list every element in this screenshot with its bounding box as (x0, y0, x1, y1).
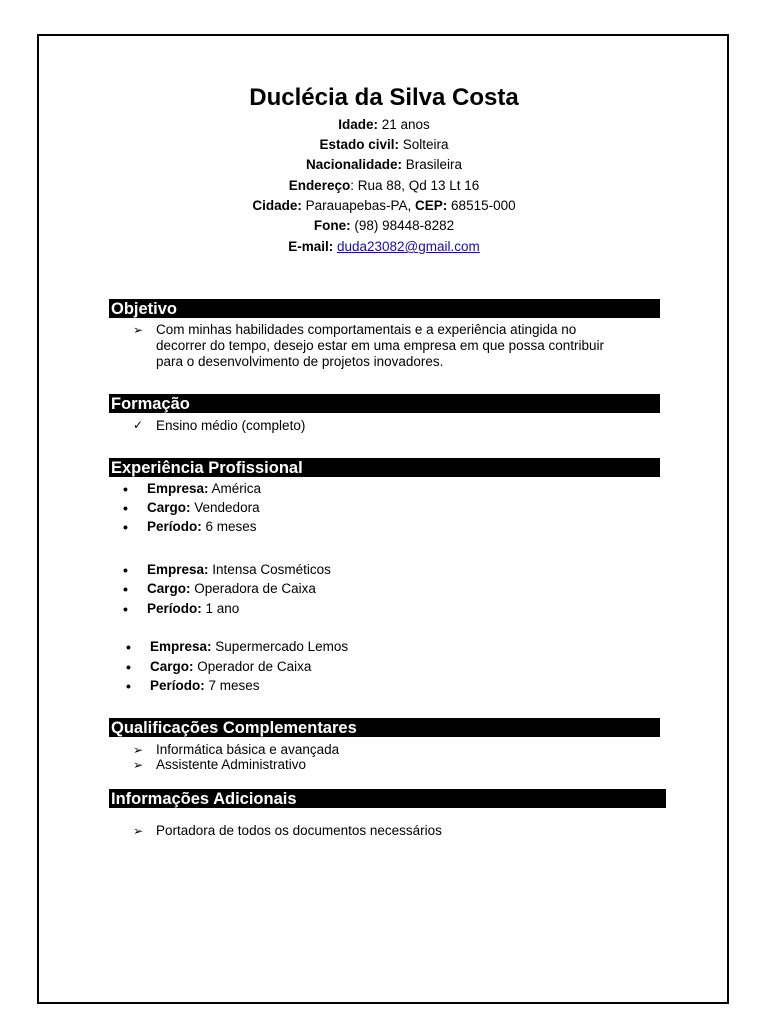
job-1-periodo (147, 519, 257, 535)
job-2-periodo (147, 601, 239, 617)
email-label: E-mail: (288, 239, 334, 254)
candidate-name: Duclécia da Silva Costa (249, 84, 519, 111)
periodo-value: 6 meses (205, 519, 257, 534)
empresa-value: Supermercado Lemos (215, 639, 349, 654)
cargo-value: Vendedora (194, 500, 260, 515)
address-value: : Rua 88, Qd 13 Lt 16 (350, 178, 480, 193)
age-value: 21 anos (381, 117, 430, 132)
section-experiencia-title: Experiência Profissional (109, 458, 660, 477)
cep-label: CEP: (415, 198, 448, 213)
job-1-empresa (147, 481, 261, 497)
job-3-periodo (150, 678, 260, 694)
empresa-label: Empresa: (150, 639, 212, 654)
cargo-label: Cargo: (147, 581, 191, 596)
address-line (0, 177, 768, 195)
empresa-value: América (211, 481, 262, 496)
bullet-dot-icon: • (123, 581, 128, 597)
job-1-cargo (147, 500, 260, 516)
adicional-item-1: Portadora de todos os documentos necessários (156, 823, 442, 838)
periodo-value: 1 ano (205, 601, 240, 616)
check-icon: ✓ (133, 418, 144, 432)
nationality-label: Nacionalidade: (305, 157, 402, 172)
arrow-bullet-icon: ➢ (133, 323, 144, 337)
bullet-dot-icon: • (123, 601, 128, 617)
email-line (0, 238, 768, 256)
objetivo-line-2: decorrer do tempo, desejo estar em uma empresa em que possa contribuir (156, 338, 604, 353)
formacao-item: Ensino médio (completo) (156, 418, 306, 433)
empresa-value: Intensa Cosméticos (212, 562, 331, 577)
job-3-cargo (150, 659, 311, 675)
section-objetivo-title: Objetivo (109, 299, 660, 318)
cep-value: 68515-000 (451, 198, 516, 213)
bullet-dot-icon: • (126, 678, 131, 694)
section-adicionais-title: Informações Adicionais (109, 789, 666, 808)
age-line (0, 116, 768, 134)
address-label: Endereço (288, 178, 351, 193)
periodo-label: Período: (147, 519, 202, 534)
arrow-bullet-icon: ➢ (133, 824, 144, 838)
city-label: Cidade: (252, 198, 302, 213)
qualificacao-item-2: Assistente Administrativo (156, 757, 307, 772)
nationality-value: Brasileira (405, 157, 463, 172)
cargo-value: Operadora de Caixa (194, 581, 316, 596)
periodo-label: Período: (150, 678, 205, 693)
cargo-label: Cargo: (150, 659, 194, 674)
bullet-dot-icon: • (123, 500, 128, 516)
city-value: Parauapebas-PA, (305, 198, 412, 213)
section-qualificacoes-title: Qualificações Complementares (109, 718, 660, 737)
bullet-dot-icon: • (123, 481, 128, 497)
phone-label: Fone: (313, 218, 351, 233)
empresa-label: Empresa: (147, 562, 209, 577)
qualificacao-item-1: Informática básica e avançada (156, 742, 340, 757)
cargo-value: Operador de Caixa (197, 659, 312, 674)
job-3-empresa (150, 639, 348, 655)
civil-status-value: Solteira (402, 137, 449, 152)
cargo-label: Cargo: (147, 500, 191, 515)
phone-line (0, 217, 768, 235)
civil-status-label: Estado civil: (319, 137, 399, 152)
periodo-value: 7 meses (208, 678, 260, 693)
job-2-cargo (147, 581, 316, 597)
nationality-line (0, 156, 768, 174)
empresa-label: Empresa: (147, 481, 209, 496)
bullet-dot-icon: • (126, 659, 131, 675)
objetivo-line-1: Com minhas habilidades comportamentais e a experiência atingida no (156, 322, 577, 337)
bullet-dot-icon: • (123, 519, 128, 535)
city-line (0, 197, 768, 215)
section-formacao-title: Formação (109, 394, 660, 413)
phone-value: (98) 98448-8282 (354, 218, 455, 233)
arrow-bullet-icon: ➢ (133, 758, 144, 772)
age-label: Idade: (338, 117, 378, 132)
job-2-empresa (147, 562, 331, 578)
objetivo-line-3: para o desenvolvimento de projetos inovadores. (156, 354, 444, 369)
bullet-dot-icon: • (126, 639, 131, 655)
email-link[interactable]: duda23082@gmail.com (336, 239, 480, 254)
civil-status-line (0, 136, 768, 154)
bullet-dot-icon: • (123, 562, 128, 578)
periodo-label: Período: (147, 601, 202, 616)
arrow-bullet-icon: ➢ (133, 743, 144, 757)
